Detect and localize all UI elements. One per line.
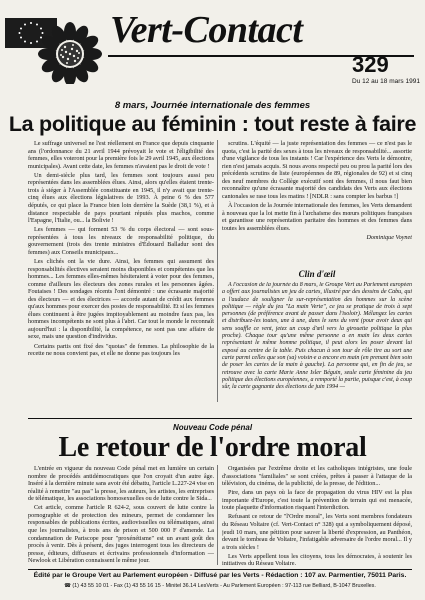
paragraph: scrutins. L'équité — la juste représentation des femmes — ce n'est pas le quota, c'est la parité des sexes à tous les niveaux de responsabilité... assortie d'une vigilance de tous les instants ! Car l'expérience des Verts le démontre, rien n'est jamais acquis. Si nous avons respecté peu ou prou la parité lors des précédents scrutins de liste (européennes de 89, régionales de 92) et si cinq des neuf membres du Collège exécutif sont des femmes, il nous faut bien reconnaître qu'une écrasante majorité des candidats des Verts aux élections cantonales se rase tous les matins ! [NDLR : sans compter les barbus !]: [222, 140, 412, 200]
article1-headline: La politique au féminin : tout reste à faire: [8, 112, 417, 136]
article1-column-right: [222, 140, 412, 265]
paragraph: L'entrée en vigueur du nouveau Code pénal met en lumière un certain nombre de procédés antidémocratiques que l'on croyait d'un autre âge. Inséré à la dernière minute sans avoir été débattu, l'article L.227-24 vise en réalité à remettre "au pas" la presse, les auteurs, les artistes, les entreprises de télématique, les associations homosexuelles ou de lutte contre le Sida...: [28, 465, 214, 503]
masthead: [0, 0, 425, 92]
paragraph: Refusant ce retour de "l'Ordre moral", les Verts sont membres fondateurs du Réseau Voltaire (cf. Vert-Contact n° 328) qui a symboliquement déposé, jeudi 10 mars, une pétition pour sauver la liberté d'expression, au Panthéon, devant le tombeau de Voltaire, l'infatigable adversaire de l'ordre moral... Il y a trois siècles !: [222, 513, 412, 551]
sunflower-logo: [28, 22, 120, 84]
issue-number: 329: [352, 52, 389, 77]
paragraph: Pire, dans un pays où la face de propagation du virus HIV est la plus importante d'Europe, c'est toute la prévention de terrain qui est menacée, toute plaquette d'information risquant l'interdiction.: [222, 489, 412, 512]
paragraph: À l'occasion de la journée du 8 mars, le Groupe Vert au Parlement européen a offert aux journalistes un jeu de cartes, illustré par des dessins de Cabu, qui a l'audace de souligner la sur-représentation des hommes sur la scène politique — règle du jeu "La main Verte", ce jeu se pratique de trois à sept personnes (de préférence avant de passer dans l'isoloir). Mélangez les cartes et distribuez-les toutes, une à une, dans le sens du vent (pour avoir deux qui sens souffle ce vent, jetez un coup d'œil vers la girouette politique la plus proche). Chaque tour qu'une même personne a en main les deux cartes représentant le même homme politique, il peut alors les poser devant lui exposé au centre de la table. Puis chacun à son tour de rôle tire au sort une carte parmi celles que son (sa) voisin·e a encore en main (en prenant bien soin de poser les cartes de la main à gauche). La personne qui, en fin de jeu, se retrouve avec la carte Marie Anne Isler Béguin, seule carte féminine du jeu politique des élections européennes, a remporté la partie, puisque c'est, à coup sûr, la carte gagnante des élections de juin 1994 —: [222, 282, 412, 391]
column-divider: [217, 140, 218, 402]
paragraph: Les clichés ont la vie dure. Ainsi, les femmes qui assument des responsabilités électives seraient moins disponibles et compétentes que les hommes... Les femmes elles-mêmes hésiteraient à voter pour des femmes, comme d'ailleurs les électeurs des zones rurales et les personnes âgées. Foutaises ! Des sondages récents l'ont démontré : une écrasante majorité des électeurs — et des électrices — accorde autant de crédit aux femmes qu'aux hommes pour exercer des postes de responsabilité. Et si les femmes élues continuent à être jugées impitoyablement au moindre faux pas, les hommes incompétents ne sont plus à l'abri. Car tout le monde le reconnaît aujourd'hui : la disponibilité, la compétence, ne sont pas une affaire de sexe, mais une question d'individus.: [28, 257, 214, 341]
article1-signature: Dominique Voynet: [366, 233, 412, 241]
article2-headline: Le retour de l'ordre moral: [58, 432, 367, 463]
article1-kicker: 8 mars, Journée internationale des femmes: [114, 100, 311, 111]
article1-column-left: [28, 140, 214, 418]
paragraph: Un demi-siècle plus tard, les femmes sont toujours aussi peu représentées dans les assemblées élues. Ainsi, alors qu'elles étaient trente-trois à siéger à l'Assemblée constituante en 1945, il n'y avait que trente-cinq élues aux élections législatives de 1993. À peine 6 % des 577 députés, ce qui place la France bien loin derrière la Suède (38,1 %), et à distance respectable de pays pourtant réputés plus machos, comme l'Espagne, l'Italie, ou... la Bolivie !: [28, 171, 214, 225]
paragraph: Organisées par l'extrême droite et les catholiques intégristes, une foule d'associations "familiales" se sont créées, prêtes à passer à l'attaque de la télévision, du cinéma, de la publicité, de la presse, de l'édition...: [222, 465, 412, 488]
paragraph: Cet article, comme l'article R 624-2, sous couvert de lutte contre la pornographie et de protection des mineurs, permet de condamner les responsables de publications écrites, audiovisuelles ou télématiques, ainsi que les journalistes, à trois ans de prison et 500 000 F d'amende. La condamnation de Pariscope pour "proxénétisme" est un avant goût des procès à venir. Dès à présent, des juges interrogent tous les directeurs de presse, éditeurs, diffuseurs et écrivains professionnels d'information — Newlook et Libération connaissent le même jour.: [28, 504, 214, 565]
column-divider: [217, 465, 218, 565]
article2-column-right: [222, 465, 412, 567]
article2-kicker: Nouveau Code pénal: [172, 423, 253, 432]
paragraph: À l'occasion de la Journée internationale des femmes, les Verts demandent à nouveau que la loi mette fin à l'archaïsme des mœurs politiques françaises et garantisse une représentation paritaire des hommes et des femmes dans toutes les assemblées élues.: [222, 201, 412, 232]
publication-title: Vert-Contact: [110, 9, 303, 51]
footer-contact: ☎ (1) 43 55 10 01 - Fax (1) 43 55 16 15 - Minitel 36.14 LesVerts - Au Parlement Européen : 97-113 rue Belliard, B-1047 Bruxelles.: [64, 583, 376, 589]
clin-doeil-title: Clin d'œil: [298, 269, 336, 279]
article2-column-left: [28, 465, 214, 567]
section-rule: [28, 418, 412, 419]
footer-rule: [28, 569, 412, 570]
paragraph: Le suffrage universel ne l'est réellement en France que depuis cinquante ans (l'ordonnance du 21 avril 1944 prévoyait le vote et l'éligibilité des femmes, elles voteront pour la première fois le 29 avril 1945, aux élections municipales). Avant cette date, les femmes n'avaient pas le droit de vote !: [28, 140, 214, 170]
paragraph: Les Verts appellent tous les citoyens, tous les démocrates, à soutenir les initiatives du Réseau Voltaire.: [222, 552, 412, 567]
paragraph: Certains partis ont fixé des "quotas" de femmes. La philosophie de la recette ne nous convient pas, et elle ne donne pas toujours les: [28, 342, 214, 358]
issue-date: Du 12 au 18 mars 1991: [352, 78, 420, 85]
clin-doeil-text: [222, 282, 412, 402]
paragraph: Les femmes — qui forment 53 % du corps électoral — sont sous-représentées à tous les niveaux de responsabilité politique, du gouvernement (trois des trente ministres d'Édouard Balladur sont des femmes) aux Conseils municipaux...: [28, 226, 214, 256]
footer-publisher: Édité par le Groupe Vert au Parlement européen - Diffusé par les Verts - Rédaction : 107 av. Parmentier, 75011 Paris.: [33, 572, 407, 579]
